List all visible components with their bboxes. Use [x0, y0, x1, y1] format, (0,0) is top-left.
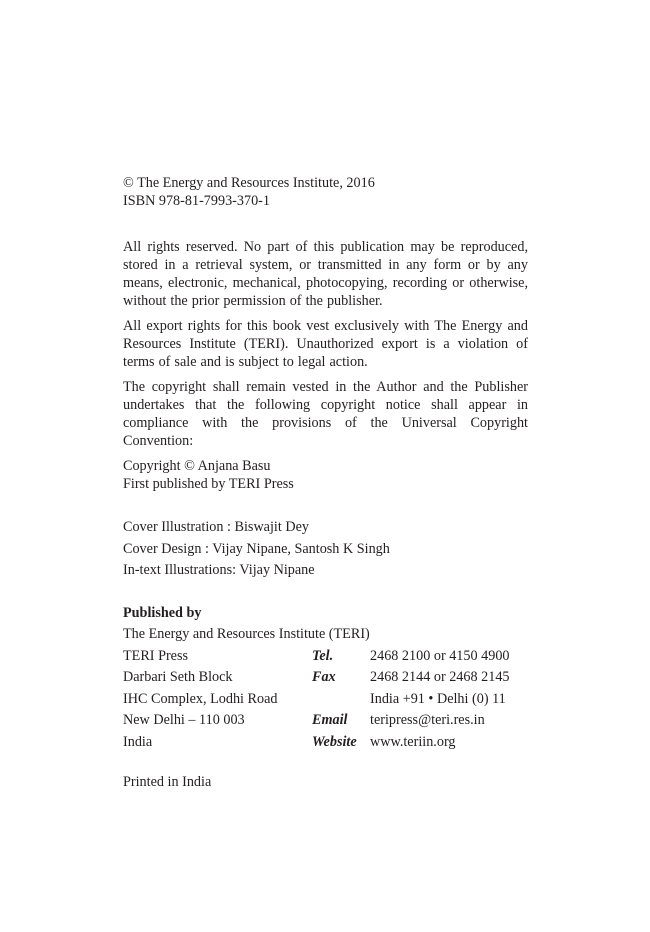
contact-value: teripress@teri.res.in — [370, 712, 485, 729]
copyright-notice — [123, 457, 528, 493]
contact-label — [312, 689, 370, 711]
address-row — [123, 646, 528, 668]
address-line: IHC Complex, Lodhi Road — [123, 690, 278, 707]
address-row — [123, 710, 528, 732]
copyright-block — [123, 174, 528, 210]
copyright-line: © The Energy and Resources Institute, 2016 — [123, 175, 375, 191]
published-by-heading: Published by — [123, 604, 202, 621]
credit-cover-design: Cover Design : Vijay Nipane, Santosh K Singh — [123, 540, 390, 557]
copyright-page — [123, 174, 528, 791]
address-row — [123, 667, 528, 689]
credit-cover-illustration: Cover Illustration : Biswajit Dey — [123, 519, 309, 535]
address-row — [123, 689, 528, 711]
export-rights-paragraph: All export rights for this book vest exclusively with The Energy and Resources Institute (TERI). Unauthorized export is a violation of terms of sale and is subject to legal action. — [123, 318, 528, 370]
contact-value: 2468 2144 or 2468 2145 — [370, 669, 510, 686]
address-row — [123, 732, 528, 754]
contact-label: Tel. — [312, 647, 334, 664]
contact-label: Website — [312, 733, 357, 750]
copyright-vesting-paragraph: The copyright shall remain vested in the Author and the Publisher undertakes that the following copyright notice shall appear in compliance with the provisions of the Universal Copyright Convention: — [123, 379, 528, 449]
contact-value: India +91 • Delhi (0) 11 — [370, 690, 506, 707]
credits-block — [123, 517, 528, 582]
contact-label: Fax — [312, 669, 336, 686]
printed-in-line: Printed in India — [123, 774, 212, 791]
credit-intext-illustrations: In-text Illustrations: Vijay Nipane — [123, 562, 315, 578]
address-line: Darbari Seth Block — [123, 669, 233, 686]
contact-label: Email — [312, 712, 348, 729]
copyright-holder-line: Copyright © Anjana Basu — [123, 458, 271, 474]
publisher-name: The Energy and Resources Institute (TERI) — [123, 626, 370, 642]
isbn-line: ISBN 978-81-7993-370-1 — [123, 193, 270, 209]
contact-value: www.teriin.org — [370, 733, 456, 750]
address-line: TERI Press — [123, 647, 189, 664]
rights-paragraph: All rights reserved. No part of this publication may be reproduced, stored in a retrieval system, or transmitted in any form or by any means, electronic, mechanical, photocopying, recording or otherwise, without the prior permission of the publisher. — [123, 239, 528, 309]
first-published-line: First published by TERI Press — [123, 476, 294, 492]
publisher-block — [123, 603, 528, 754]
contact-value: 2468 2100 or 4150 4900 — [370, 647, 510, 664]
address-line: New Delhi – 110 003 — [123, 712, 245, 729]
address-line: India — [123, 733, 153, 750]
